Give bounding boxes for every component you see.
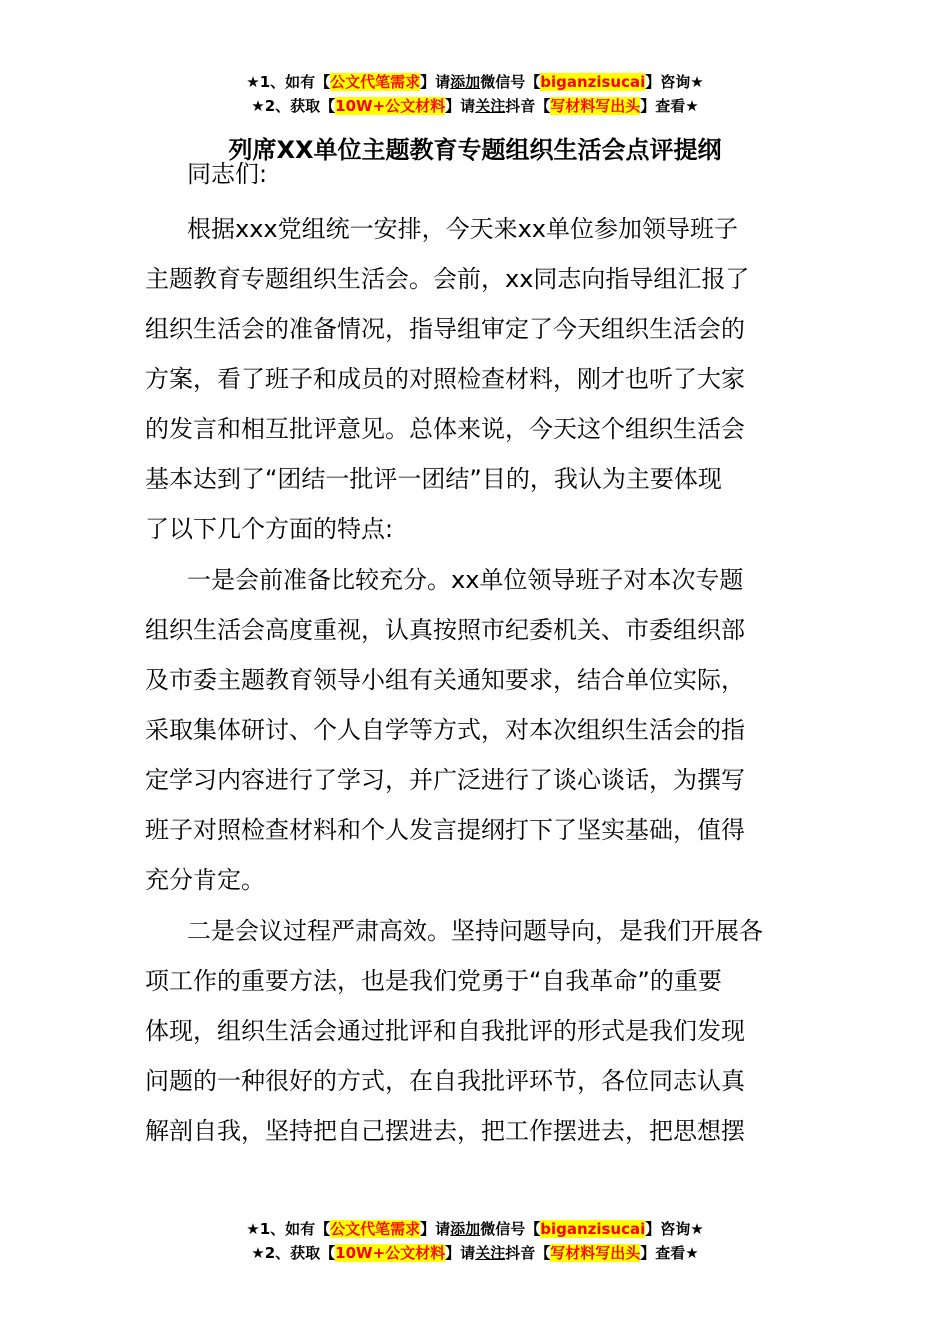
paragraph-line: 方案，看了班子和成员的对照检查材料，刚才也听了大家 — [145, 365, 745, 393]
banner-emphasis-follow: 关注 — [475, 97, 506, 115]
banner-text: 】查看 — [640, 1244, 686, 1262]
banner-text: 1、如有【 — [259, 1220, 331, 1238]
paragraph-line: 主题教育专题组织生活会。会前，xx同志向指导组汇报了 — [145, 265, 750, 293]
paragraph-line: 基本达到了“团结一批评一团结”目的，我认为主要体现 — [145, 465, 722, 493]
banner-text: 2、获取【 — [264, 1244, 336, 1262]
banner-emphasis-add: 添加 — [450, 1220, 481, 1238]
paragraph-line: 一是会前准备比较充分。xx单位领导班子对本次专题 — [187, 566, 744, 594]
banner-emphasis-add: 添加 — [450, 73, 481, 91]
paragraph-line: 定学习内容进行了学习，并广泛进行了谈心谈话，为撰写 — [145, 766, 745, 794]
banner-highlight-douyin-account: 写材料写出头 — [550, 97, 641, 115]
star-icon: ★ — [685, 97, 699, 115]
banner-text: 微信号【 — [480, 1220, 541, 1238]
star-icon: ★ — [251, 97, 265, 115]
paragraph-line: 解剖自我，坚持把自己摆进去，把工作摆进去，把思想摆 — [145, 1117, 745, 1145]
paragraph-line: 了以下几个方面的特点: — [145, 515, 394, 543]
banner-text: 】请 — [420, 1220, 451, 1238]
banner-highlight-wechat-id: biganzisucai — [540, 73, 646, 91]
paragraph-line: 项工作的重要方法，也是我们党勇于“自我革命”的重要 — [145, 967, 722, 995]
banner-highlight-materials: 10W+公文材料 — [335, 97, 446, 115]
banner-text: 抖音【 — [505, 97, 551, 115]
banner-text: 2、获取【 — [264, 97, 336, 115]
banner-highlight-wechat-id: biganzisucai — [540, 1220, 646, 1238]
star-icon: ★ — [690, 73, 704, 91]
banner-text: 】请 — [445, 1244, 476, 1262]
header-banner-line-1 — [0, 70, 950, 94]
banner-highlight-douyin-account: 写材料写出头 — [550, 1244, 641, 1262]
banner-highlight-materials: 10W+公文材料 — [335, 1244, 446, 1262]
banner-text: 】咨询 — [645, 1220, 691, 1238]
banner-text: 】请 — [445, 97, 476, 115]
banner-text: 1、如有【 — [259, 73, 331, 91]
banner-text: 】请 — [420, 73, 451, 91]
banner-highlight-writing-service: 公文代笔需求 — [330, 73, 421, 91]
salutation: 同志们: — [187, 160, 268, 188]
banner-text: 】咨询 — [645, 73, 691, 91]
document-title: 列席XX单位主题教育专题组织生活会点评提纲 — [228, 136, 722, 164]
footer-banner — [0, 1217, 950, 1265]
paragraph-line: 二是会议过程严肃高效。坚持问题导向，是我们开展各 — [187, 917, 763, 945]
banner-text: 抖音【 — [505, 1244, 551, 1262]
star-icon: ★ — [685, 1244, 699, 1262]
paragraph-line: 充分肯定。 — [145, 866, 265, 894]
banner-highlight-writing-service: 公文代笔需求 — [330, 1220, 421, 1238]
paragraph-line: 采取集体研讨、个人自学等方式，对本次组织生活会的指 — [145, 716, 745, 744]
paragraph-line: 班子对照检查材料和个人发言提纲打下了坚实基础，值得 — [145, 816, 745, 844]
footer-banner-line-1 — [0, 1217, 950, 1241]
banner-emphasis-follow: 关注 — [475, 1244, 506, 1262]
banner-text: 】查看 — [640, 97, 686, 115]
star-icon: ★ — [690, 1220, 704, 1238]
header-banner — [0, 70, 950, 118]
paragraph-line: 体现，组织生活会通过批评和自我批评的形式是我们发现 — [145, 1017, 745, 1045]
header-banner-line-2 — [0, 94, 950, 118]
paragraph-line: 根据xxx党组统一安排，今天来xx单位参加领导班子 — [187, 215, 739, 243]
banner-text: 微信号【 — [480, 73, 541, 91]
star-icon: ★ — [246, 1220, 260, 1238]
star-icon: ★ — [251, 1244, 265, 1262]
paragraph-line: 问题的一种很好的方式，在自我批评环节，各位同志认真 — [145, 1067, 745, 1095]
paragraph-line: 组织生活会的准备情况，指导组审定了今天组织生活会的 — [145, 315, 745, 343]
footer-banner-line-2 — [0, 1241, 950, 1265]
paragraph-line: 组织生活会高度重视，认真按照市纪委机关、市委组织部 — [145, 616, 745, 644]
star-icon: ★ — [246, 73, 260, 91]
paragraph-line: 及市委主题教育领导小组有关通知要求，结合单位实际， — [145, 666, 745, 694]
paragraph-line: 的发言和相互批评意见。总体来说，今天这个组织生活会 — [145, 415, 745, 443]
